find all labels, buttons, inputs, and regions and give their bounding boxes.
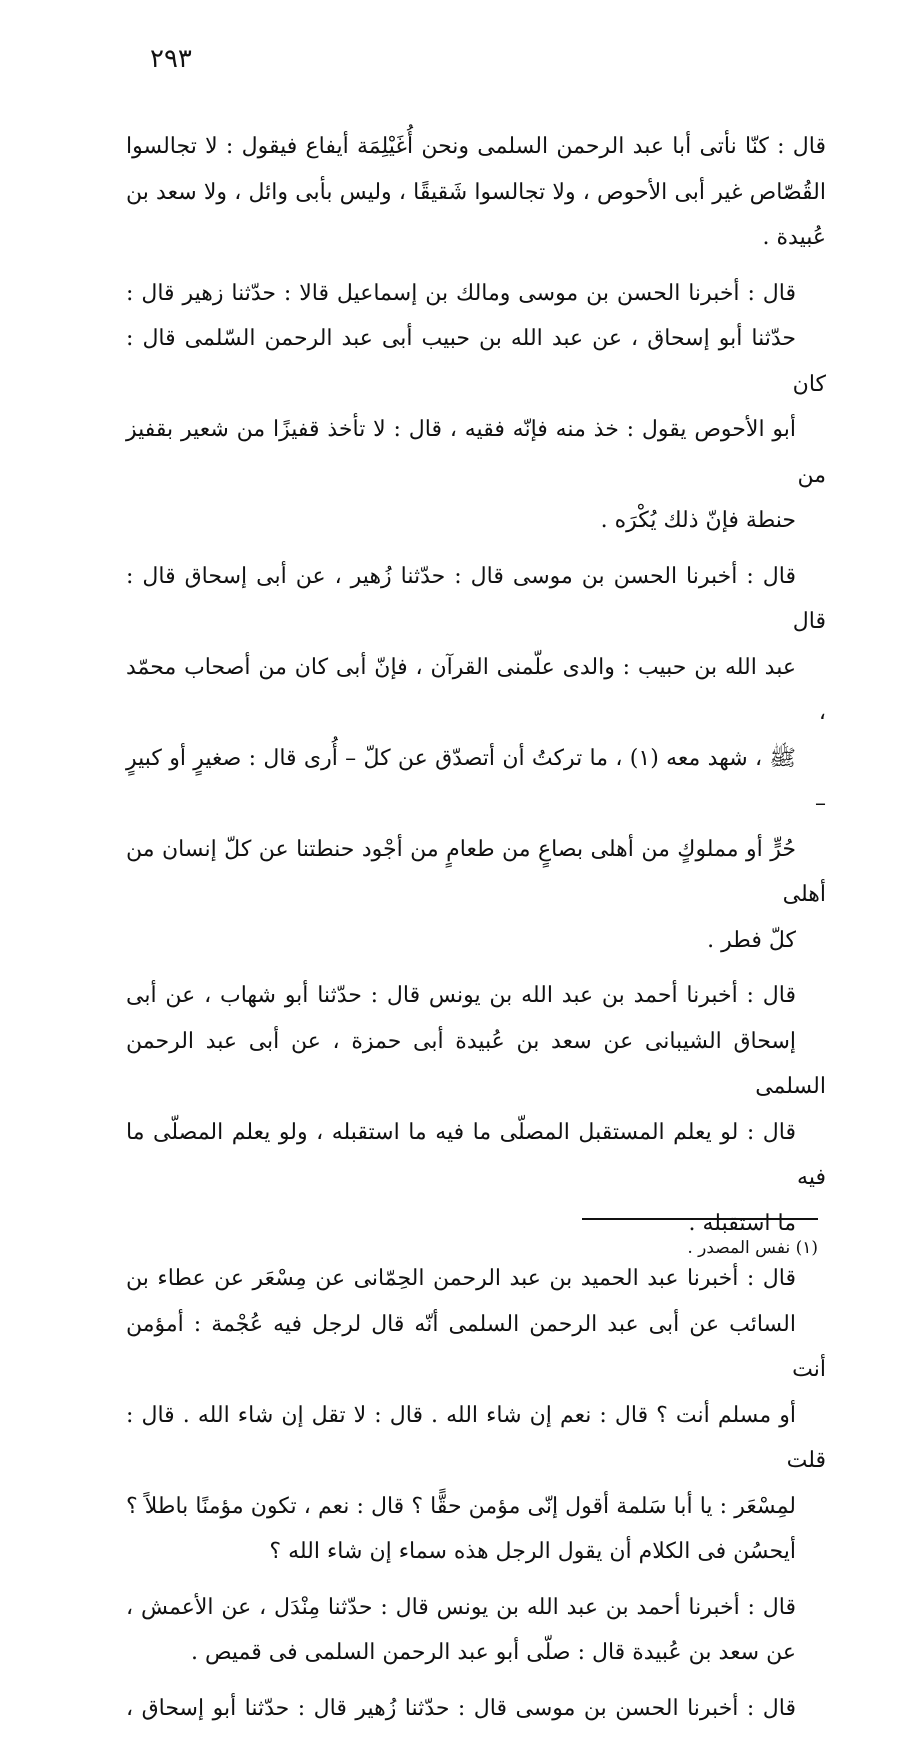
footnote-divider [582,1218,818,1220]
page-body [126,124,826,1741]
footnote: (١) نفس المصدر . [687,1238,818,1258]
text-line: عبد الله بن حبيب : والدى علّمنى القرآن ، فإنّ أبى كان من أصحاب محمّد ، [126,654,826,725]
text-line: حدّثنا أبو إسحاق ، عن عبد الله بن حبيب أبى عبد الرحمن السّلمى قال : كان [126,326,826,397]
text-line: حُرٍّ أو مملوكٍ من أهلى بصاعٍ من طعامٍ من أجْود حنطتنا عن كلّ إنسان من أهلى [126,836,826,907]
text-line: حنطة فإنّ ذلك يُكْرَه . [600,508,796,533]
text-line: عُبيدة . [762,225,826,250]
text-line: قال : أخبرنا أحمد بن عبد الله بن يونس قال : حدّثنا أبو شهاب ، عن أبى [126,983,796,1008]
page-number: ٢٩٣ [150,44,192,74]
text-line: قال : كنّا نأتى أبا عبد الرحمن السلمى ونحن أُغَيْلِمَة أيفاع فيقول : لا تجالسوا [126,134,826,159]
paragraph-1 [126,124,826,261]
paragraph-3 [126,554,826,964]
text-line: ﷺ ، شهد معه (١) ، ما تركتُ أن أتصدّق عن كلّ – أُرى قال : صغيرٍ أو كبيرٍ – [126,745,826,816]
text-line: قال : أخبرنا عبد الحميد بن عبد الرحمن الحِمّانى عن مِسْعَر عن عطاء بن [126,1266,796,1291]
text-line: أو مسلم أنت ؟ قال : نعم إن شاء الله . قال : لا تقل إن شاء الله . قال : قلت [126,1402,826,1473]
text-line: القُصّاص غير أبى الأحوص ، ولا تجالسوا شَقيقًا ، وليس بأبى وائل ، ولا سعد بن [126,179,826,205]
text-line: قال : أخبرنا الحسن بن موسى قال : حدّثنا زُهير ، عن أبى إسحاق قال : قال [126,563,826,634]
text-line: لمِسْعَر : يا أبا سَلمة أقول إنّى مؤمن حقًّا ؟ قال : نعم ، تكون مؤمنًا باطلاً ؟ [126,1493,797,1519]
text-line: قال : أخبرنا الحسن بن موسى قال : حدّثنا زُهير قال : حدّثنا أبو إسحاق ، [126,1695,796,1721]
text-line: قال : لو يعلم المستقبل المصلّى ما فيه ما استقبله ، ولو يعلم المصلّى ما فيه [126,1119,826,1190]
text-line: كلّ فطر . [707,927,796,953]
text-line: إسحاق الشيبانى عن سعد بن عُبيدة أبى حمزة ، عن أبى عبد الرحمن السلمى [126,1028,826,1099]
paragraph-2 [126,271,826,544]
text-line: ما استقبله . [688,1210,796,1236]
text-line: السائب عن أبى عبد الرحمن السلمى أنّه قال لرجل فيه عُجْمة : أمؤمن أنت [126,1311,826,1382]
paragraph-7 [126,1686,826,1732]
text-line: قال : أخبرنا أحمد بن عبد الله بن يونس قال : حدّثنا مِنْدَل ، عن الأعمش ، [126,1594,796,1620]
paragraph-5 [126,1256,826,1575]
paragraph-4 [126,973,826,1246]
text-line: قال : أخبرنا الحسن بن موسى ومالك بن إسماعيل قالا : حدّثنا زهير قال : [126,280,796,306]
text-line: أيحسُن فى الكلام أن يقول الرجل هذه سماء إن شاء الله ؟ [269,1539,796,1564]
paragraph-6 [126,1585,826,1676]
text-line: عن سعد بن عُبيدة قال : صلّى أبو عبد الرحمن السلمى فى قميص . [190,1640,796,1665]
text-line: أبو الأحوص يقول : خذ منه فإنّه فقيه ، قال : لا تأخذ قفيزًا من شعير بقفيز من [126,417,826,488]
